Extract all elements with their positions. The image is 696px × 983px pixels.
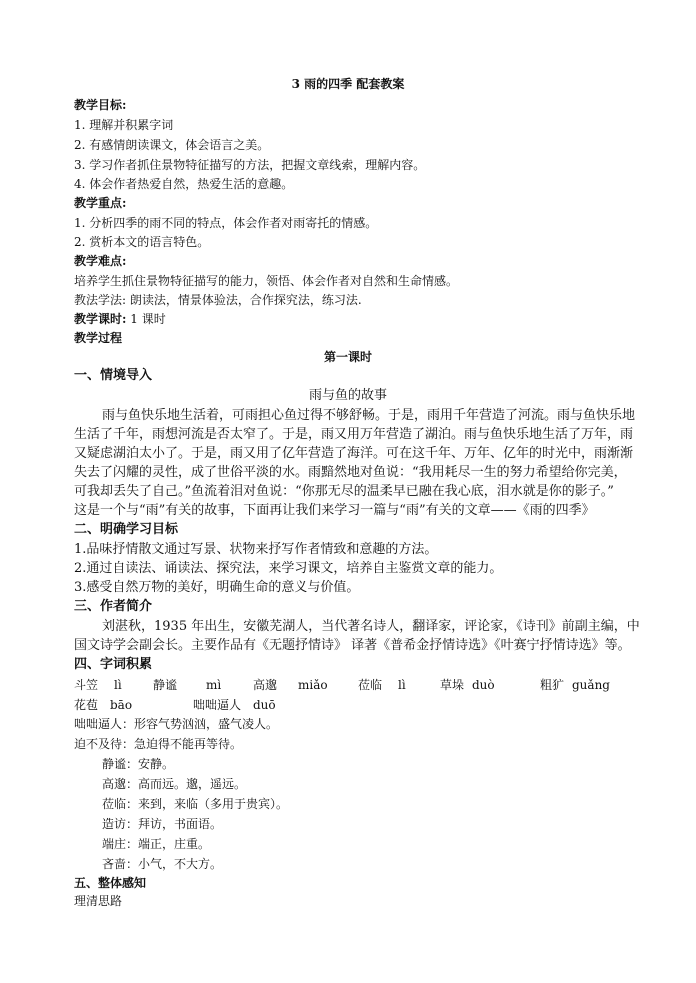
vocab-word: 高邈: [253, 678, 278, 692]
definition: 迫不及待：急迫得不能再等待。: [74, 737, 243, 751]
definition: 造访：拜访，书面语。: [102, 817, 223, 831]
definition: 吝啬：小气，不大方。: [102, 857, 223, 871]
definition: 端庄：端正，庄重。: [102, 837, 211, 851]
goal2-item: 2.通过自读法、诵读法、探究法，来学习课文，培养自主鉴赏文章的能力。: [74, 561, 503, 576]
vocab-pinyin: miǎo: [298, 678, 328, 692]
methods-text: 教法学法: 朗读法，情景体验法，合作探究法，练习法.: [74, 293, 362, 307]
story-line: 雨与鱼快乐地生活着，可雨担心鱼过得不够舒畅。于是，雨用千年营造了河流。雨与鱼快乐地: [102, 408, 636, 423]
vocab-word: 斗笠: [74, 678, 99, 692]
hours-value: 1 课时: [130, 312, 166, 326]
section-heading: 四、字词积累: [74, 657, 153, 672]
key-point: 2. 赏析本文的语言特色。: [74, 235, 210, 249]
story-line: 生活了千年，雨想河流是否太窄了。于是，雨又用万年营造了湖泊。雨与鱼快乐地生活了万年，雨: [74, 427, 634, 442]
goal-item: 1. 理解并积累字词: [74, 118, 174, 132]
key-point: 1. 分析四季的雨不同的特点，体会作者对雨寄托的情感。: [74, 216, 378, 230]
hours-line: [74, 311, 166, 327]
last-line: 理清思路: [74, 894, 123, 908]
hours-label: 教学课时:: [74, 312, 127, 326]
doc-title: 3 雨的四季 配套教案: [291, 77, 405, 91]
vocab-word: 花苞: [74, 698, 99, 712]
section-heading: 二、明确学习目标: [74, 522, 179, 537]
vocab-pinyin: lì: [114, 678, 122, 692]
goal-item: 2. 有感情朗读课文，体会语言之美。: [74, 138, 270, 152]
goals-heading: 教学目标:: [74, 98, 127, 112]
lesson-title: 第一课时: [323, 350, 372, 364]
difficult-heading: 教学难点:: [74, 254, 127, 268]
goal2-item: 1.品味抒情散文通过写景、状物来抒写作者情致和意趣的方法。: [74, 542, 438, 557]
vocab-word: 咄咄逼人: [193, 698, 242, 712]
process-heading: 教学过程: [74, 331, 123, 345]
difficult-text: 培养学生抓住景物特征描写的能力，领悟、体会作者对自然和生命情感。: [74, 274, 459, 288]
goal-item: 3. 学习作者抓住景物特征描写的方法，把握文章线索，理解内容。: [74, 158, 426, 172]
story-line: 失去了闪耀的灵性，成了世俗平淡的水。雨黯然地对鱼说：“我用耗尽一生的努力希望给你完美，: [74, 465, 627, 480]
vocab-pinyin: bāo: [110, 698, 133, 712]
vocab-word: 莅临: [358, 678, 383, 692]
key-heading: 教学重点:: [74, 196, 127, 210]
vocab-pinyin: duō: [253, 698, 276, 712]
goal2-item: 3.感受自然万物的美好，明确生命的意义与价值。: [74, 580, 360, 595]
goal-item: 4. 体会作者热爱自然，热爱生活的意趣。: [74, 177, 294, 191]
story-line: 可我却丢失了自己。”鱼流着泪对鱼说：“你那无尽的温柔早已融在我心底，泪水就是你的影子。”: [74, 484, 614, 499]
definition: 高邈：高而远。邈，遥远。: [102, 777, 247, 791]
story-title: 雨与鱼的故事: [308, 388, 387, 403]
vocab-pinyin: guǎng: [572, 678, 610, 692]
definition: 莅临：来到，来临（多用于贵宾）。: [102, 797, 289, 811]
definition: 咄咄逼人：形容气势汹汹，盛气凌人。: [74, 717, 279, 731]
section-heading: 三、作者简介: [74, 599, 153, 614]
vocab-pinyin: mì: [206, 678, 222, 692]
section-heading: 五、整体感知: [74, 876, 147, 890]
vocab-word: 静谧: [153, 678, 178, 692]
story-line: 又疑虑湖泊太小了。于是，雨又用了亿年营造了海洋。可在这千年、万年、亿年的时光中，雨渐渐: [74, 446, 634, 461]
vocab-word: 草垛: [440, 678, 465, 692]
story-line: 这是一个与“雨”有关的故事，下面再让我们来学习一篇与“雨”有关的文章——《雨的四季》: [74, 503, 595, 518]
author-line: 国文诗学会副会长。主要作品有《无题抒情诗》 译著《普希金抒情诗选》《叶赛宁抒情诗选》等。: [74, 638, 631, 653]
section-heading: 一、情境导入: [74, 368, 153, 383]
vocab-pinyin: lì: [398, 678, 406, 692]
vocab-word: 粗犷: [540, 678, 565, 692]
vocab-pinyin: duò: [472, 678, 495, 692]
author-line: 刘湛秋，1935 年出生，安徽芜湖人，当代著名诗人，翻译家，评论家，《诗刊》前副主编，中: [102, 619, 640, 634]
definition: 静谧：安静。: [102, 757, 175, 771]
